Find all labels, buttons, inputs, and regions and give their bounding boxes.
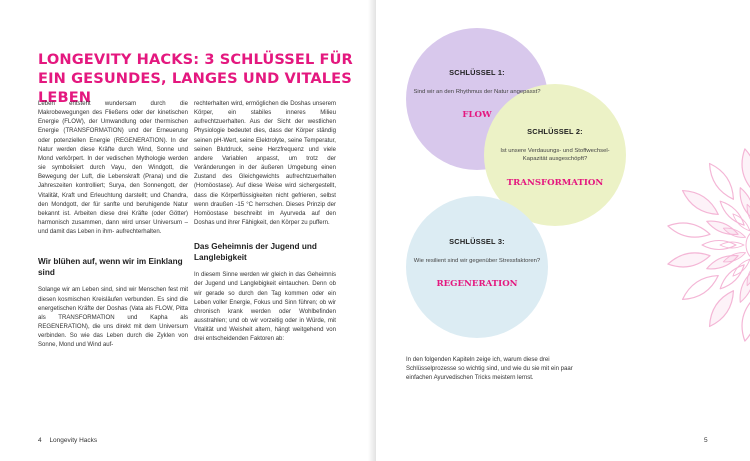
key-3-label: SCHLÜSSEL 3:	[449, 237, 505, 246]
section-heading-einklang: Wir blühen auf, wenn wir im Einklang sind	[38, 257, 183, 277]
key-2-text	[494, 127, 616, 188]
page-title: LONGEVITY HACKS: 3 SCHLÜSSEL FÜR EIN GESUNDES, LANGES UND VITALES LEBEN	[38, 51, 353, 106]
key-3-name: REGENERATION	[436, 279, 518, 290]
left-page	[0, 0, 374, 461]
mandala-decoration	[664, 140, 750, 350]
text-column-2	[194, 100, 336, 344]
homoeostase-paragraph: rechterhalten wird, ermöglichen die Doshas unserem Körper, ein stabiles inneres Milieu aufrechtzuerhalten. Aus der Sicht der westlichen Physiologie bedeutet dies, dass der Körper ständig seinen pH-Wert, seine Elektrolyte, seine Temperatur, seinen Blutdruck, seine Herzfrequenz und viele andere Variablen anpasst, um trotz der Veränderungen in der äußeren Umgebung einen Zustand des Gleichgewichts aufrechtzuerhalten (Homöostase). Auf diese Weise wird sichergestellt, dass die Körperflüssigkeiten nicht gefrieren, selbst wenn draußen -15 °C herrschen. Dieses Prinzip der Homöostase beschreibt im Ayurveda auf den Doshas und ihrer Fähigkeit, den Körper zu puffern.	[194, 101, 336, 227]
key-1-question: Sind wir an den Rhythmus der Natur angepasst?	[413, 89, 541, 95]
key-1-label: SCHLÜSSEL 1:	[449, 68, 505, 77]
text-column-1	[38, 100, 188, 350]
key-3-text	[410, 237, 544, 289]
key-2-label: SCHLÜSSEL 2:	[527, 127, 583, 136]
closing-paragraph: In den folgenden Kapiteln zeige ich, warum diese drei Schlüsselprozesse so wichtig sind, und wie du sie mit ein paar einfachen Ayurvedischen Tricks meistern lernst.	[406, 357, 573, 382]
mandala-icon	[664, 140, 750, 350]
running-header: Longevity Hacks	[49, 437, 98, 444]
key-1-text	[410, 68, 544, 120]
section-heading-geheimnis: Das Geheimnis der Jugend und Langlebigkeit	[194, 242, 317, 262]
key-3-question: Wie resilient sind wir gegenüber Stressfaktoren?	[413, 258, 541, 264]
einklang-paragraph: Solange wir am Leben sind, sind wir Menschen fest mit diesen kosmischen Kreisläufen verbunden. Es sind die energetischen Kräfte der Doshas (Vata als FLOW, Pitta als TRANSFORMATION und Kapha als REGENERATION), die uns direkt mit dem Universum verbinden. So wie das Leben durch die Zyklen von Sonne, Mond und Wind auf-	[38, 287, 188, 349]
right-page	[376, 0, 750, 461]
key-2-name: TRANSFORMATION	[506, 177, 604, 188]
geheimnis-paragraph: In diesem Sinne werden wir gleich in das Geheimnis der Jugend und Langlebigkeit eintauchen. Denn ob wir gerade so durch den Tag kommen oder ein Leben voller Energie, Fokus und Sinn führen; ob wir chronisch krank werden oder Wohlbefinden ausstrahlen; und ob wir vorzeitig oder in Würde, mit Vitalität und Weisheit altern, hängt weitgehend von drei entscheidenden Faktoren ab:	[194, 272, 336, 343]
page-number-left: 4	[38, 437, 42, 444]
left-page-folio	[38, 437, 97, 444]
key-1-name: FLOW	[462, 110, 492, 121]
intro-paragraph: Leben entsteht wundersam durch die Makrobewegungen des Fließens oder der kinetischen Energie (FLOW), der Umwandlung oder thermischen Energie (TRANSFORMATION) und der Erneuerung oder potenziellen Energie (REGENERATION). In der Natur werden diese Kräfte durch Wind, Sonne und Mond verkörpert. In der vedischen Mythologie werden sie symbolisiert durch Vayu, den Windgott, die Bewegung der Luft, die Lebenskraft (Prana) und die Jahreszeiten kontrolliert; Surya, den Sonnengott, der Vitalität, Kraft und Erleuchtung darstellt; und Chandra, den Mondgott, der für sanfte und beruhigende Natur bekannt ist. Arbeiten diese drei Kräfte (oder Götter) harmonisch zusammen, dann wird unser Universum – und damit das Leben in ihm- aufrechterhalten.	[38, 101, 188, 236]
page-number-right: 5	[704, 437, 708, 444]
key-2-question: Ist unsere Verdauungs- und Stoffwechsel-Kapazität ausgeschöpft?	[500, 148, 610, 163]
